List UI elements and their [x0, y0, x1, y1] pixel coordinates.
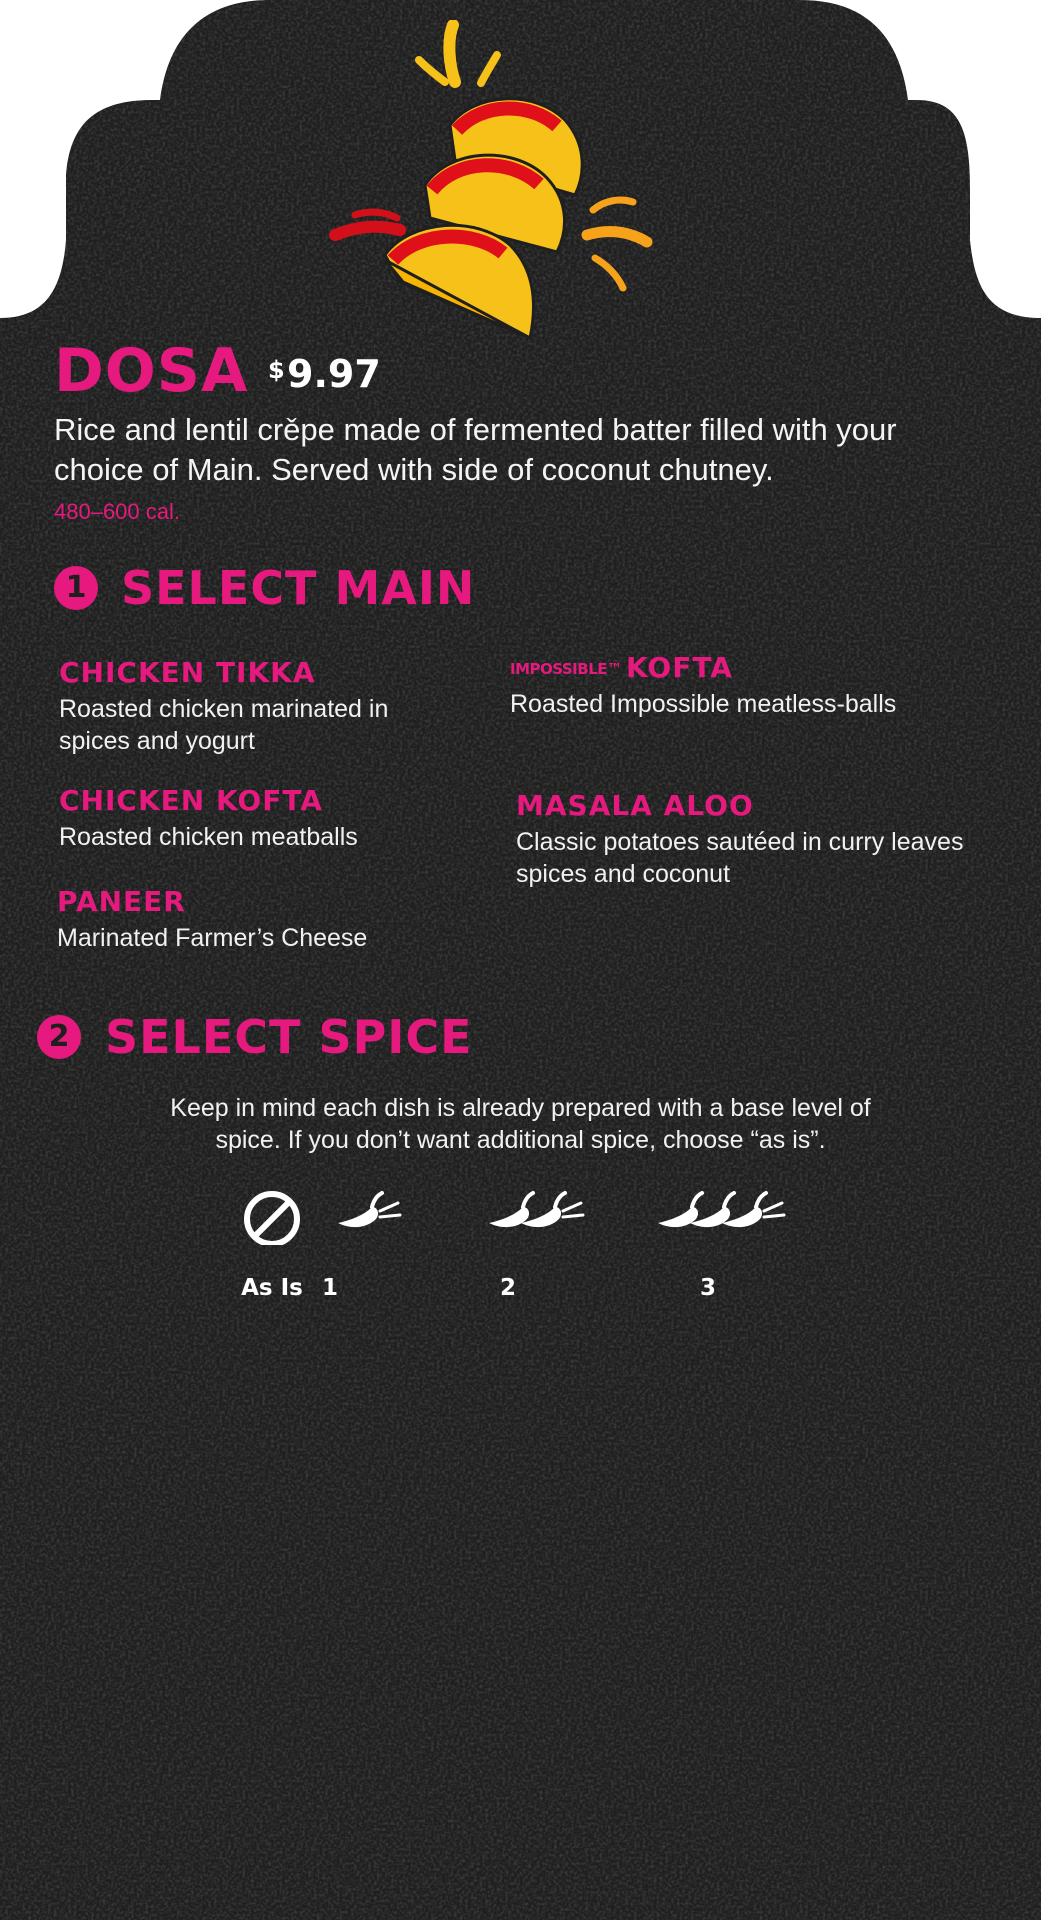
menu-item-paneer[interactable] — [57, 885, 457, 954]
spice-note — [0, 1092, 1041, 1156]
price-currency: $ — [268, 356, 285, 384]
dish-description — [54, 410, 897, 490]
dish-description-line: choice of Main. Served with side of coconut chutney. — [54, 452, 774, 487]
section-title-select-spice: SELECT SPICE — [105, 1010, 473, 1064]
menu-item-description: spices and coconut — [516, 860, 731, 888]
menu-item-name: CHICKEN KOFTA — [59, 784, 323, 817]
impossible-brand-logo: IMPOSSIBLE™ — [510, 660, 622, 678]
menu-item-name: PANEER — [57, 885, 186, 918]
menu-item-description: Roasted chicken marinated in — [59, 695, 389, 723]
spice-option-2[interactable] — [483, 1185, 623, 1301]
menu-item-heading — [510, 651, 1010, 684]
menu-item-chicken-tikka[interactable] — [59, 656, 439, 757]
menu-item-impossible-kofta[interactable] — [510, 651, 1010, 720]
spice-note-line: spice. If you don’t want additional spice, choose “as is”. — [215, 1126, 826, 1154]
menu-item-chicken-kofta[interactable] — [59, 784, 459, 853]
spice-level-label: 2 — [499, 1275, 516, 1301]
no-spice-icon — [212, 1185, 332, 1245]
spice-note-line: Keep in mind each dish is already prepared with a base level of — [170, 1094, 871, 1122]
chili-pepper-icon — [332, 1185, 452, 1245]
menu-item-masala-aloo[interactable] — [516, 789, 1016, 890]
dish-price: 9.97 — [287, 352, 381, 396]
menu-item-description: Classic potatoes sautéed in curry leaves — [516, 828, 964, 856]
spice-option-1[interactable] — [321, 1185, 452, 1301]
chili-pepper-icon — [483, 1185, 623, 1245]
spice-flare-shape — [380, 1203, 400, 1217]
spice-option-3[interactable] — [652, 1185, 812, 1301]
dish-name: DOSA — [54, 336, 249, 406]
menu-item-description: Marinated Farmer’s Cheese — [57, 924, 368, 952]
spice-flare-shape — [563, 1203, 583, 1217]
dosa-illustration-icon — [325, 20, 670, 340]
calorie-count: 480–600 cal. — [54, 499, 180, 524]
chili-pepper-icon — [652, 1185, 812, 1245]
menu-item-description: Roasted chicken meatballs — [59, 823, 358, 851]
spice-flare-shape — [764, 1203, 784, 1217]
menu-item-description: Roasted Impossible meatless-balls — [510, 690, 897, 718]
menu-item-name: CHICKEN TIKKA — [59, 656, 316, 689]
step-badge-2: 2 — [37, 1015, 81, 1059]
menu-item-name: MASALA ALOO — [516, 789, 754, 822]
dish-description-line: Rice and lentil crěpe made of fermented batter filled with your — [54, 412, 897, 447]
spice-level-label: 1 — [321, 1275, 338, 1301]
menu-item-description: spices and yogurt — [59, 727, 255, 755]
step-badge-1: 1 — [54, 566, 98, 610]
menu-item-name: KOFTA — [625, 651, 733, 684]
spice-level-label: 3 — [699, 1275, 716, 1301]
section-title-select-main: SELECT MAIN — [121, 561, 476, 615]
chili-pepper-shape — [338, 1193, 382, 1227]
spice-level-label: As Is — [241, 1275, 303, 1301]
